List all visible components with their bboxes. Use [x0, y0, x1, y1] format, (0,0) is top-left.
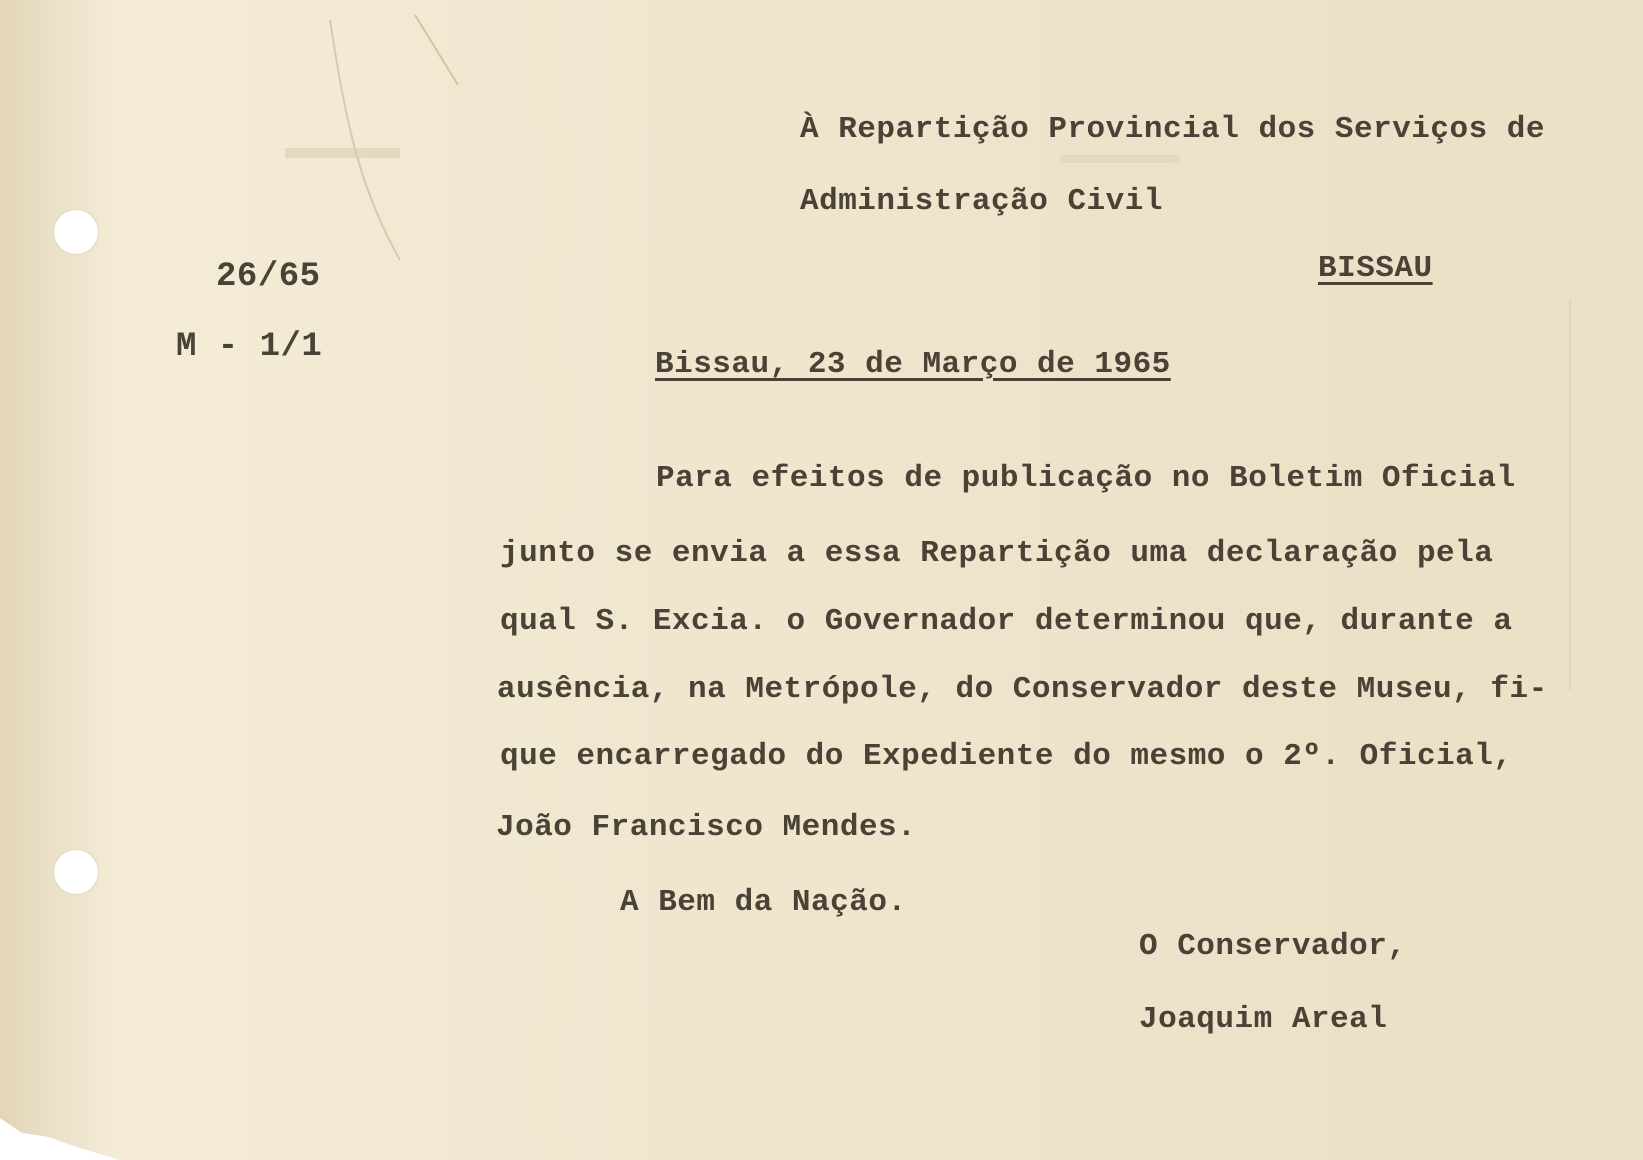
punch-hole-top — [54, 210, 98, 254]
body-line: João Francisco Mendes. — [496, 810, 917, 845]
reference-code: M - 1/1 — [176, 328, 323, 366]
addressee-city: BISSAU — [1318, 251, 1433, 286]
body-line: que encarregado do Expediente do mesmo o 2º. Oficial, — [500, 739, 1513, 774]
punch-hole-bottom — [54, 850, 98, 894]
signatory-name: Joaquim Areal — [1139, 1002, 1388, 1037]
body-line: junto se envia a essa Repartição uma declaração pela — [500, 536, 1494, 571]
body-line: Para efeitos de publicação no Boletim Oficial — [656, 461, 1516, 496]
signatory-title: O Conservador, — [1139, 929, 1407, 964]
closing-salutation: A Bem da Nação. — [620, 885, 907, 920]
addressee-line-1: À Repartição Provincial dos Serviços de — [800, 112, 1546, 147]
page-margin — [0, 0, 115, 1160]
body-line: ausência, na Metrópole, do Conservador deste Museu, fi- — [497, 672, 1548, 707]
body-line: qual S. Excia. o Governador determinou que, durante a — [500, 604, 1513, 639]
reference-number: 26/65 — [216, 258, 321, 296]
addressee-line-2: Administração Civil — [800, 184, 1163, 219]
date-line: Bissau, 23 de Março de 1965 — [655, 347, 1171, 382]
